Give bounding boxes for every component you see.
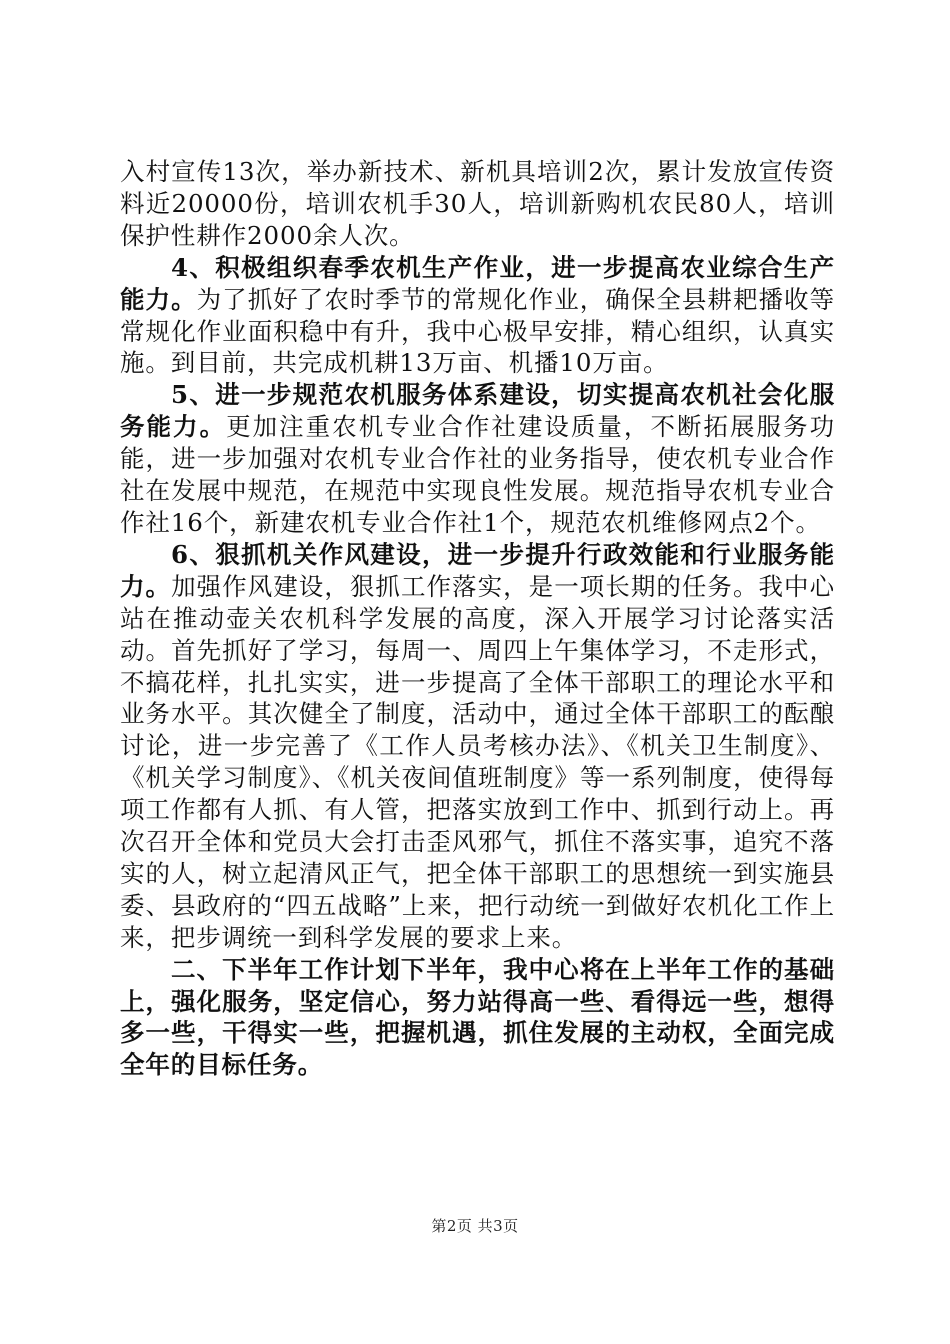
paragraph-heading: 4、积极组织春季农机生产作业，进一步提高农业综合生产能力。 — [120, 252, 835, 314]
page-footer: 第2页 共3页 — [431, 1217, 519, 1235]
paragraph-text: 二、下半年工作计划下半年，我中心将在上半年工作的基础上，强化服务，坚定信心，努力站得高一些、看得远一些，想得多一些，干得实一些，把握机遇，抓住发展的主动权，全面完成全年的目标任务。 — [120, 954, 835, 1080]
paragraph-heading: 5、进一步规范农机服务体系建设，切实提高农机社会化服务能力。 — [120, 380, 835, 442]
paragraph-heading: 6、狠抓机关作风建设，进一步提升行政效能和行业服务能力。 — [120, 539, 835, 601]
paragraph-continued — [120, 156, 835, 252]
paragraph-section-2 — [120, 954, 835, 1082]
paragraph-item-5 — [120, 379, 835, 539]
paragraph-text: 更加注重农机专业合作社建设质量，不断拓展服务功能，进一步加强对农机专业合作社的业务指导，使农机专业合作社在发展中规范，在规范中实现良性发展。规范指导农机专业合作社16个，新建农机专业合作社1个，规范农机维修网点2个。 — [120, 412, 835, 537]
paragraph-text: 入村宣传13次，举办新技术、新机具培训2次，累计发放宣传资料近20000份，培训农机手30人，培训新购机农民80人，培训保护性耕作2000余人次。 — [120, 157, 835, 250]
paragraph-text: 加强作风建设，狠抓工作落实，是一项长期的任务。我中心站在推动壶关农机科学发展的高度，深入开展学习讨论落实活动。首先抓好了学习，每周一、周四上午集体学习，不走形式，不搞花样，扎扎实实，进一步提高了全体干部职工的理论水平和业务水平。其次健全了制度，活动中，通过全体干部职工的酝酿讨论，进一步完善了《工作人员考核办法》、《机关卫生制度》、《机关学习制度》、《机关夜间值班制度》等一系列制度，使得每项工作都有人抓、有人管，把落实放到工作中、抓到行动上。再次召开全体和党员大会打击歪风邪气，抓住不落实事，追究不落实的人，树立起清风正气，把全体干部职工的思想统一到实施县委、县政府的“四五战略”上来，把行动统一到做好农机化工作上来，把步调统一到科学发展的要求上来。 — [120, 571, 835, 952]
paragraph-text: 为了抓好了农时季节的常规化作业，确保全县耕耙播收等常规化作业面积稳中有升，我中心极早安排，精心组织，认真实施。到目前，共完成机耕13万亩、机播10万亩。 — [120, 284, 835, 378]
paragraph-item-4 — [120, 252, 835, 380]
paragraph-item-6 — [120, 539, 835, 954]
document-body — [120, 156, 835, 1081]
